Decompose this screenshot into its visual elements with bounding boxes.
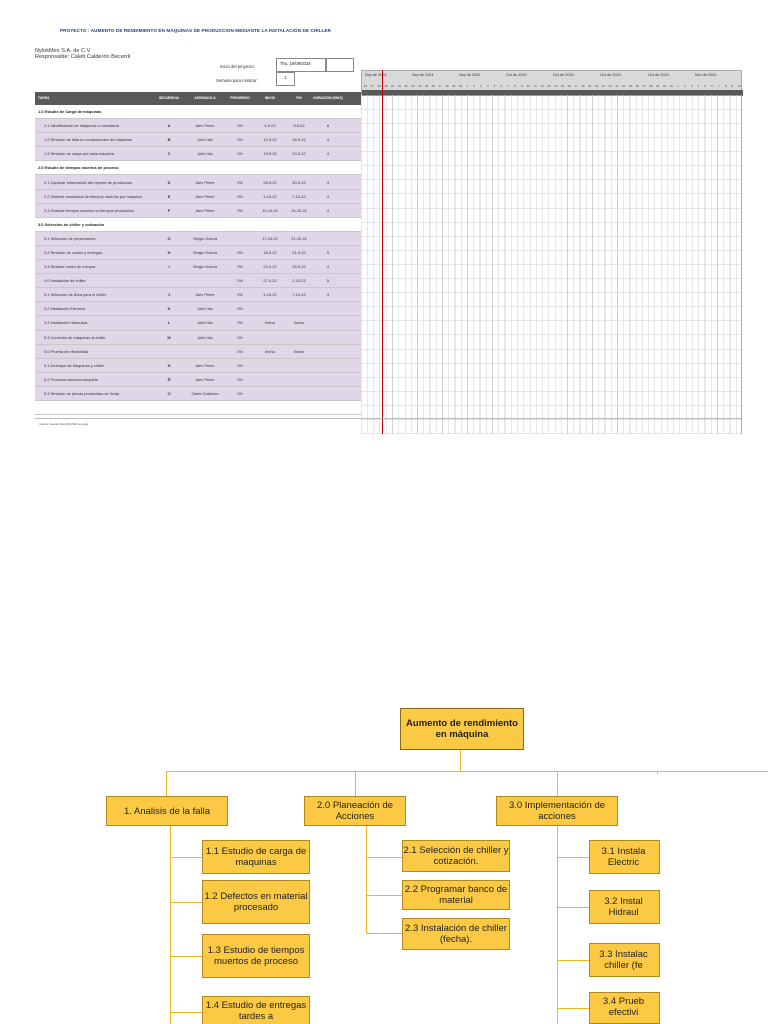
- timeline-header: [361, 70, 742, 95]
- table-row[interactable]: [35, 232, 361, 246]
- cell-ini: 12-9-22: [263, 137, 277, 143]
- cell-fin: 30-9-22: [292, 179, 306, 185]
- cell-dur: 8: [326, 123, 330, 129]
- cell-name: 3.3 Instalación Hidraulica: [44, 320, 88, 326]
- week-field[interactable]: 1: [276, 72, 295, 86]
- wbs-node-2-1: 2.1 Selección de chiller y cotización.: [402, 840, 510, 872]
- cell-ini: 3-10-22: [263, 193, 277, 199]
- table-bottom-divider: [35, 418, 742, 419]
- cell-name: 4.0 Instalación de chiller: [44, 278, 86, 284]
- col-duration: DURACIÓN (DÍAS): [313, 95, 343, 100]
- month-label: Nov de 2024: [695, 73, 717, 77]
- cell-ini: 10-10-22: [262, 207, 278, 213]
- cell-ini: 3-10-22: [263, 292, 277, 298]
- day-label: 15: [560, 84, 565, 88]
- day-label: 14: [554, 84, 558, 88]
- cell-fin: 7-10-22: [292, 292, 306, 298]
- wbs-root-box: Aumento de rendimiento en máquina: [400, 708, 524, 750]
- company-info: [35, 48, 130, 61]
- day-label: 22: [404, 84, 408, 88]
- branch1-drop: [166, 771, 167, 796]
- col-start: INICIO: [264, 95, 276, 100]
- cell-prg: 0%: [237, 292, 243, 298]
- cell-name: 5.0 Prueba de efectividad: [44, 348, 89, 354]
- cell-ini: 16-9-22: [263, 249, 277, 255]
- day-label: 26: [431, 84, 435, 88]
- cell-name: 1.1 Identificación de máquinas a considerar: [44, 123, 120, 129]
- table-row[interactable]: [35, 218, 361, 232]
- month-label: Oct de 2024: [553, 73, 574, 77]
- cell-name: 3.3 Realizar orden de compra: [44, 264, 96, 270]
- cell-seq: K: [167, 306, 171, 312]
- day-label: 3: [690, 84, 693, 88]
- cell-dur: 4: [326, 264, 330, 270]
- cell-prg: 0%: [237, 334, 243, 340]
- b1-link-2: [170, 902, 202, 903]
- cell-asg: Julio Hdz: [196, 306, 213, 312]
- day-label: 12: [540, 84, 544, 88]
- cell-fin: 9-9-22: [293, 123, 305, 129]
- cell-asg: Julio Hdz: [196, 334, 213, 340]
- month-label: Sep de 2024: [412, 73, 434, 77]
- table-row[interactable]: [35, 401, 361, 415]
- cell-name: 5.3 Revisión de piezas producidas vs Scrap: [44, 390, 120, 396]
- cell-ini: 27-9-22: [263, 278, 277, 284]
- wbs-node-1-1: 1.1 Estudio de carga de maquinas: [202, 840, 310, 874]
- branch3-spine: [557, 826, 558, 1024]
- today-marker: [382, 70, 383, 434]
- day-label: 8: [724, 84, 727, 88]
- day-label: 26: [635, 84, 639, 88]
- branch2-spine: [366, 826, 367, 933]
- cell-seq: D: [167, 179, 171, 185]
- day-label: 18: [581, 84, 585, 88]
- day-label: 25: [425, 84, 429, 88]
- day-label: 2: [473, 84, 475, 88]
- cell-prg: 0%: [237, 390, 243, 396]
- cell-prg: 0%: [237, 264, 243, 270]
- day-label: 21: [601, 84, 605, 88]
- col-progress: PROGRESO: [230, 95, 250, 100]
- cell-fin: fecha: [294, 348, 304, 354]
- day-label: 7: [718, 84, 720, 88]
- wbs-node-3-2: 3.2 Instal Hidraul: [589, 890, 660, 924]
- cell-fin: 7-10-22: [292, 193, 306, 199]
- b3-link-4: [557, 1008, 589, 1009]
- day-label: 29: [452, 84, 456, 88]
- gantt-sheet: [30, 24, 742, 436]
- b2-link-2: [366, 895, 402, 896]
- wbs-node-3-3: 3.3 Instalac chiller (fe: [589, 943, 660, 977]
- day-label: 25: [628, 84, 633, 88]
- day-label: 5: [704, 84, 707, 88]
- b3-link-1: [557, 857, 589, 858]
- cell-fin: 23-9-22: [292, 151, 306, 157]
- cell-ini: 26-9-22: [263, 179, 277, 185]
- table-row[interactable]: [35, 246, 361, 260]
- table-row[interactable]: [35, 119, 361, 133]
- cell-name: 3.1 Selección de proveedores: [44, 235, 96, 241]
- cell-prg: 0%: [237, 278, 243, 284]
- day-label: 27: [642, 84, 646, 88]
- col-task: TAREA: [38, 95, 50, 100]
- cell-name: 1.3 Revisión de carga por cada máquina: [44, 151, 114, 157]
- root-connector: [460, 750, 461, 772]
- cell-dur: 5: [326, 249, 330, 255]
- day-label: 24: [622, 84, 626, 88]
- day-label: 28: [649, 84, 653, 88]
- responsible-name: Responsable: Caleb Calderón Becerril: [35, 54, 131, 61]
- timeline-grid: [361, 95, 742, 434]
- cell-ini: 17-10-22: [262, 235, 278, 241]
- cell-name: 2.1 Capturar información del reporte de producción.: [44, 179, 134, 185]
- cell-asg: Alex Pérez: [195, 292, 215, 298]
- table-row[interactable]: [35, 204, 361, 218]
- table-row[interactable]: [35, 288, 361, 302]
- month-label: Sep de 2024: [459, 73, 481, 77]
- day-label: 23: [615, 84, 619, 88]
- cell-prg: 0%: [237, 193, 243, 199]
- cell-dur: 5: [326, 278, 330, 284]
- day-label: 28: [445, 84, 449, 88]
- month-label: Sep de 2024: [365, 73, 387, 77]
- cell-prg: 0%: [237, 123, 243, 129]
- cell-name: 2.3 Graficar tiempos muertos vs tiempos producidos.: [44, 207, 136, 213]
- cell-name: 1.0 Estudio de Carga de máquinas: [38, 109, 102, 115]
- b1-link-1: [170, 857, 202, 858]
- cell-fin: 2-10-22: [292, 278, 306, 284]
- day-label: 16: [363, 84, 367, 88]
- col-assigned: ASIGNADO A: [194, 95, 216, 100]
- day-label: 29: [656, 84, 660, 88]
- wbs-node-3-1: 3.1 Instala Electric: [589, 840, 660, 874]
- cell-seq: Ñ: [167, 376, 171, 382]
- cell-prg: 0%: [237, 320, 243, 326]
- start-extra-cell[interactable]: [326, 58, 354, 72]
- cell-fin: fecha: [294, 320, 304, 326]
- cell-asg: Caleb Calderón: [191, 390, 219, 396]
- cell-seq: C: [167, 151, 171, 157]
- cell-prg: 0%: [237, 362, 243, 368]
- cell-asg: Alex Pérez: [195, 123, 215, 129]
- table-row[interactable]: [35, 133, 361, 147]
- day-label: 31: [669, 84, 673, 88]
- table-row[interactable]: [35, 274, 361, 288]
- cell-ini: 1-9-22: [264, 123, 276, 129]
- cell-asg: Sergio García: [192, 264, 217, 270]
- cell-asg: Julio Hdz: [196, 137, 213, 143]
- cell-ini: fecha: [265, 348, 275, 354]
- branch3-drop: [557, 771, 558, 796]
- cell-name: 3.1 Selección de Área para el chiller: [44, 292, 107, 298]
- wbs-branch-2: 2.0 Planeación de Acciones: [304, 796, 406, 826]
- wbs-branch-3: 3.0 Implementación de acciones: [496, 796, 618, 826]
- cell-asg: Sergio García: [192, 249, 217, 255]
- cell-prg: 0%: [237, 376, 243, 382]
- day-label: 19: [588, 84, 592, 88]
- day-label: 1: [466, 84, 469, 88]
- cell-ini: 19-9-22: [263, 151, 277, 157]
- cell-fin: 21-9-22: [292, 249, 306, 255]
- month-label: Oct de 2024: [600, 73, 621, 77]
- wbs-node-2-3: 2.3 Instalación de chiller (fecha).: [402, 918, 510, 950]
- col-sequence: SECUENCIA: [159, 95, 179, 100]
- cell-fin: 21-10-22: [291, 235, 307, 241]
- day-label: 9: [520, 84, 523, 88]
- cell-prg: 0%: [237, 249, 243, 255]
- day-label: 11: [533, 84, 537, 88]
- task-table: [35, 105, 361, 415]
- cell-name: 3.2 Revisión de costos y entregas: [44, 249, 103, 255]
- cell-prg: 0%: [237, 207, 243, 213]
- cell-prg: 0%: [237, 306, 243, 312]
- cell-name: 5.2 Procesar semana completa: [44, 376, 98, 382]
- cell-seq: M: [167, 334, 171, 340]
- table-row[interactable]: [35, 190, 361, 204]
- cell-prg: 0%: [237, 179, 243, 185]
- day-label: 1: [677, 84, 679, 88]
- col-end: FIN: [296, 95, 302, 100]
- day-label: 9: [731, 84, 734, 88]
- wbs-branch-1: 1. Analisis de la falla: [106, 796, 228, 826]
- day-label: 17: [574, 84, 578, 88]
- cell-prg: 0%: [237, 137, 243, 143]
- table-row[interactable]: [35, 105, 361, 119]
- cell-dur: 4: [326, 179, 330, 185]
- wbs-node-3-4: 3.4 Prueb efectivi: [589, 992, 660, 1024]
- b2-link-3: [366, 933, 402, 934]
- cell-seq: A: [167, 123, 171, 129]
- day-label: 6: [711, 84, 713, 88]
- day-label: 20: [391, 84, 395, 88]
- cell-ini: fecha: [265, 320, 275, 326]
- b1-link-4: [170, 1012, 202, 1013]
- day-label: 23: [411, 84, 415, 88]
- cell-dur: 4: [326, 193, 330, 199]
- branch1-spine: [170, 826, 171, 1024]
- day-label: 30: [662, 84, 667, 88]
- cell-name: 3.2 Instalación Electrica: [44, 306, 86, 312]
- cell-seq: J: [167, 292, 171, 298]
- day-label: 4: [697, 84, 700, 88]
- wbs-node-1-2: 1.2 Defectos en material procesado: [202, 880, 310, 924]
- branch-bus: [166, 771, 768, 772]
- company-name: NylokMex S.A. de C.V: [35, 48, 91, 54]
- cell-asg: Alex Pérez: [195, 362, 215, 368]
- day-label: 30: [458, 84, 463, 88]
- day-label: 18: [377, 84, 381, 88]
- day-label: 10: [526, 84, 531, 88]
- table-row[interactable]: [35, 302, 361, 316]
- project-title: PROYECTO : AUMENTO DE RENDIMIENTO EN MÁQUINAS DE PRODUCCION MEDIANTE LA INSTALACIÓN DE CHILLER: [60, 28, 332, 33]
- cell-asg: Julio Hdz: [196, 320, 213, 326]
- cell-prg: 0%: [237, 348, 243, 354]
- day-label: 19: [384, 84, 388, 88]
- day-label: 8: [514, 84, 516, 88]
- insert-rows-note: Inserte nuevas filas ENCIMA de ésta: [39, 422, 88, 426]
- cell-asg: Alex Pérez: [195, 179, 215, 185]
- cell-name: 5.1 Arranque de Maquinas y chiller: [44, 362, 104, 368]
- day-label: 16: [567, 84, 571, 88]
- table-row[interactable]: [35, 331, 361, 345]
- cell-seq: B: [167, 137, 171, 143]
- cell-asg: Sergio García: [192, 235, 217, 241]
- cell-fin: 14-10-22: [291, 207, 307, 213]
- day-label: 3: [480, 84, 482, 88]
- cell-dur: 4: [326, 137, 330, 143]
- cell-ini: 22-9-22: [263, 264, 277, 270]
- cell-seq: F: [167, 207, 171, 213]
- table-row[interactable]: [35, 359, 361, 373]
- day-label: 27: [438, 84, 442, 88]
- b3-link-2: [557, 907, 589, 908]
- week-label: Semana para mostrar:: [216, 78, 258, 83]
- cell-fin: 26-9-22: [292, 264, 306, 270]
- start-date-field[interactable]: Thu, 19/09/2024: [276, 58, 326, 72]
- day-labels: [362, 83, 743, 89]
- month-label: Oct de 2024: [648, 73, 669, 77]
- day-label: 21: [397, 84, 401, 88]
- cell-seq: H: [167, 249, 171, 255]
- day-label: 2: [684, 84, 686, 88]
- day-label: 7: [507, 84, 509, 88]
- cell-asg: Julio Hdz: [196, 151, 213, 157]
- cell-fin: 16-9-22: [292, 137, 306, 143]
- start-label: Inicio del proyecto:: [220, 64, 255, 69]
- day-label: 24: [418, 84, 422, 88]
- cell-seq: L: [167, 320, 171, 326]
- day-label: 17: [370, 84, 374, 88]
- cell-dur: 4: [326, 151, 330, 157]
- cell-dur: 4: [326, 207, 330, 213]
- cell-prg: 0%: [237, 151, 243, 157]
- month-label: Oct de 2024: [506, 73, 527, 77]
- cell-name: 1.2 Revisión de falla en componentes de máquinas: [44, 137, 133, 143]
- cell-name: 2.2 Obtener resultados de tiempos muertos por máquina.: [44, 193, 143, 199]
- table-row[interactable]: [35, 373, 361, 387]
- table-row[interactable]: [35, 345, 361, 359]
- branch4-stub: [657, 771, 658, 774]
- table-row[interactable]: [35, 175, 361, 189]
- cell-asg: Alex Pérez: [195, 193, 215, 199]
- cell-seq: G: [167, 235, 171, 241]
- day-label: 5: [493, 84, 496, 88]
- table-row[interactable]: [35, 387, 361, 401]
- cell-seq: E: [167, 193, 171, 199]
- cell-seq: N: [167, 362, 171, 368]
- table-row[interactable]: [35, 147, 361, 161]
- day-label: 4: [486, 84, 489, 88]
- table-row[interactable]: [35, 316, 361, 330]
- b1-link-3: [170, 956, 202, 957]
- table-header: [35, 92, 361, 105]
- cell-seq: O: [167, 390, 171, 396]
- wbs-node-1-4: 1.4 Estudio de entregas tardes a: [202, 996, 310, 1024]
- b3-link-3: [557, 960, 589, 961]
- cell-asg: Alex Pérez: [195, 207, 215, 213]
- day-label: 22: [608, 84, 612, 88]
- wbs-node-2-2: 2.2 Programar banco de material: [402, 880, 510, 910]
- cell-asg: Alex Pérez: [195, 376, 215, 382]
- cell-seq: I: [168, 264, 170, 270]
- cell-name: 5.3 Conexión de máquinas al chiller: [44, 334, 106, 340]
- cell-dur: 4: [326, 292, 330, 298]
- cell-name: 2.0 Estudio de tiempos muertos de proceso: [38, 165, 119, 171]
- b2-link-1: [366, 857, 402, 858]
- cell-name: 3.0 Selección de chiller y cotización: [38, 221, 105, 227]
- table-row[interactable]: [35, 161, 361, 175]
- table-row[interactable]: [35, 260, 361, 274]
- day-label: 10: [737, 84, 741, 88]
- day-label: 13: [547, 84, 551, 88]
- wbs-node-1-3: 1.3 Estudio de tiempos muertos de proceso: [202, 934, 310, 978]
- branch2-drop: [355, 771, 356, 796]
- day-label: 6: [500, 84, 503, 88]
- day-label: 20: [594, 84, 599, 88]
